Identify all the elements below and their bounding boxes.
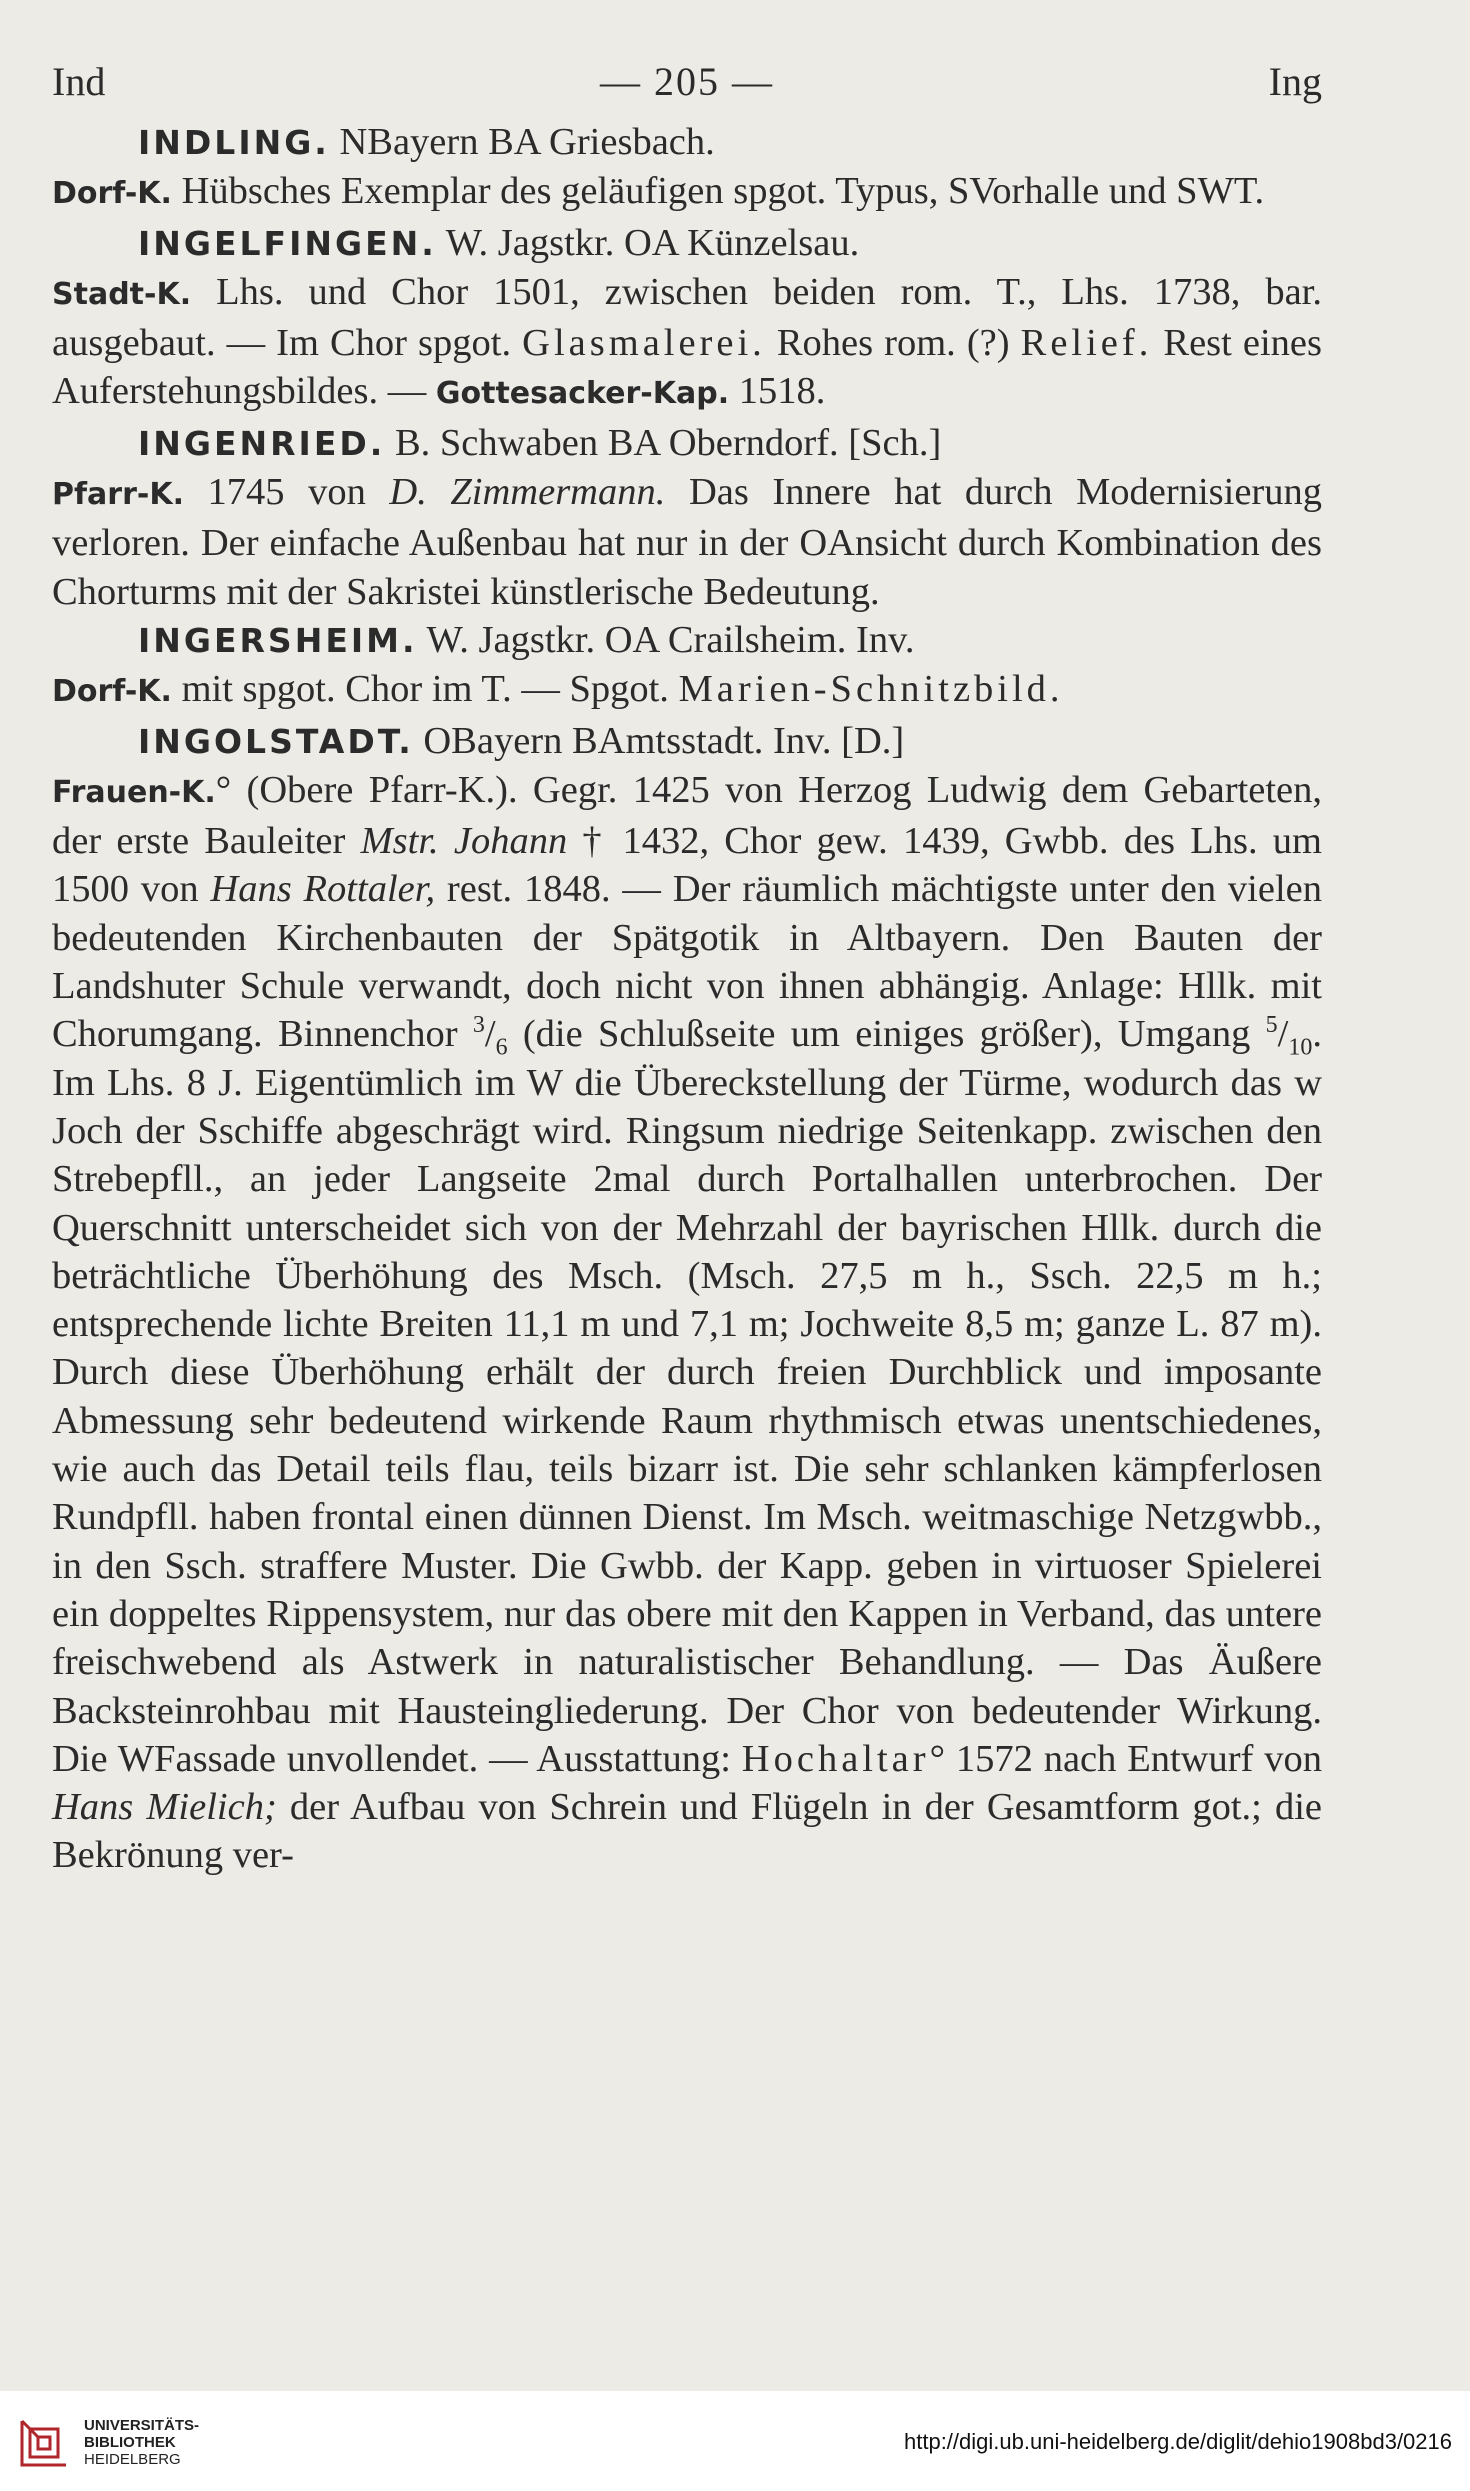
library-name: [84, 2417, 199, 2468]
running-head: [52, 52, 1322, 118]
place-region: W. Jagstkr. OA Crailsheim. Inv.: [417, 618, 915, 661]
entry-heading: [52, 419, 1322, 468]
entry-paragraph: [52, 167, 1322, 218]
spaced-term: Marien-Schnitzbild.: [678, 668, 1064, 711]
entry-paragraph: Frauen-K.° (Obere Pfarr-K.). Gegr. 1425 von Herzog Ludwig dem Gebarteten, der erste Bauleiter Mstr. Johann † 1432, Chor gew. 1439, Gwbb. des Lhs. um 1500 von Hans Rottaler, rest. 1848. — Der räumlich mächtigste unter den vielen bedeutenden Kirchenbauten der Spätgotik in Altbayern. Den Bauten der Landshuter Schule verwandt, doch nicht von ihnen abhängig. Anlage: Hllk. mit Chorumgang. Binnenchor $^3/_6$ (die Schlußseite um einiges größer), Umgang $^5/_{10}$. Im Lhs. 8 J. Eigentümlich im W die Übereckstellung der Türme, wodurch das w Joch der Sschiffe abgeschrägt wird. Ringsum niedrige Seitenkapp. zwischen den Strebepfll., an jeder Langseite 2mal durch Portalhallen unterbrochen. Der Querschnitt unterscheidet sich von der Mehrzahl der bayrischen Hllk. durch die beträchtliche Überhöhung des Msch. (Msch. 27,5 m h., Ssch. 22,5 m h.; entsprechende lichte Breiten 11,1 m und 7,1 m; Jochweite 8,5 m; ganze L. 87 m). Durch diese Überhöhung erhält der durch freien Durchblick und imposante Abmessung sehr bedeutend wirkende Raum rhythmisch etwas unentschiedenes, wie auch das Detail teils flau, teils bizarr ist. Die sehr schlanken kämpferlosen Rundpfll. haben frontal einen dünnen Dienst. Im Msch. weitmaschige Netzgwbb., in den Ssch. straffere Muster. Die Gwbb. der Kapp. geben in virtuoser Spielerei ein doppeltes Rippensystem, nur das obere mit den Kappen in Verband, das untere freischwebend als Astwerk in naturalistischer Behandlung. — Das Äußere Backsteinrohbau mit Hausteingliederung. Der Chor von bedeutender Wirkung. Die WFassade unvollendet. — Ausstattung: Hochaltar° 1572 nach Entwurf von Hans Mielich; der Aufbau von Schrein und Flügeln in der Gesamtform got.; die Bekrönung ver-: [52, 768, 1322, 1877]
place-name: INGOLSTADT.: [138, 721, 414, 761]
entry-ingelfingen: [52, 219, 1322, 419]
paragraph-text: ° 1572 nach Entwurf von: [929, 1737, 1322, 1780]
building-tag: Frauen-K.: [52, 774, 216, 810]
header-right: Ing: [1268, 59, 1322, 104]
fraction-numerator: 3: [472, 1012, 485, 1039]
entry-heading: [52, 717, 1322, 766]
page-body: [52, 52, 1322, 1880]
fraction-denominator: 10: [1288, 1035, 1313, 1062]
entry-indling: [52, 118, 1322, 219]
artist-name: D. Zimmermann.: [389, 471, 666, 514]
fraction-denominator: 6: [495, 1035, 508, 1062]
place-region: NBayern BA Griesbach.: [329, 121, 715, 163]
paragraph-text: 1518.: [729, 370, 826, 413]
place-region: W. Jagstkr. OA Künzelsau.: [436, 221, 860, 264]
place-name: INDLING.: [138, 123, 330, 162]
entry-paragraph: [52, 268, 1322, 419]
entry-ingenried: [52, 419, 1322, 616]
paragraph-text: Rohes rom. (?): [765, 322, 1021, 365]
paragraph-text: mit spgot. Chor im T. — Spgot.: [171, 668, 679, 711]
footer-bar: [0, 2391, 1470, 2491]
paragraph-text: rest. 1848. — Der räumlich mächtigste unter den vielen bedeutenden Kirchenbauten der Spätgotik in Altbayern. Den Bauten der Landshuter Schule verwandt, doch nicht von ihnen abhängig. Anlage: Hllk. mit Chorumgang. Binnenchor: [52, 868, 1322, 1056]
paragraph-text: † 1432, Chor gew. 1439, Gwbb. des Lhs. um 1500 von: [52, 820, 1322, 911]
building-tag: Gottesacker-Kap.: [435, 376, 730, 412]
library-line-3: HEIDELBERG: [84, 2451, 181, 2468]
paragraph-text: . Im Lhs. 8 J. Eigentümlich im W die Übereckstellung der Türme, wodurch das w Joch der Sschiffe abgeschrägt wird. Ringsum niedrige Seitenkapp. zwischen den Strebepfll., an jeder Langseite 2mal durch Portalhallen unterbrochen. Der Querschnitt unterscheidet sich von der Mehrzahl der bayrischen Hllk. durch die beträchtliche Überhöhung des Msch. (Msch. 27,5 m h., Ssch. 22,5 m h.; entsprechende lichte Breiten 11,1 m und 7,1 m; Jochweite 8,5 m; ganze L. 87 m). Durch diese Überhöhung erhält der durch freien Durchblick und imposante Abmessung sehr bedeutend wirkende Raum rhythmisch etwas unentschiedenes, wie auch das Detail teils flau, teils bizarr ist. Die sehr schlanken kämpferlosen Rundpfll. haben frontal einen dünnen Dienst. Im Msch. weitmaschige Netzgwbb., in den Ssch. straffere Muster. Die Gwbb. der Kapp. geben in virtuoser Spielerei ein doppeltes Rippensystem, nur das obere mit den Kappen in Verband, das untere freischwebend als Astwerk in naturalistischer Behandlung. — Das Äußere Backsteinrohbau mit Hausteingliederung. Der Chor von bedeutender Wirkung. Die WFassade unvollendet. — Ausstattung:: [52, 1013, 1322, 1780]
place-name: INGELFINGEN.: [138, 223, 437, 263]
spaced-term: Glasmalerei.: [522, 322, 766, 365]
artist-name: Hans Rottaler,: [210, 868, 436, 911]
artist-name: Hans Mielich;: [52, 1786, 277, 1829]
university-library-logo-icon: [14, 2413, 74, 2473]
header-left: Ind: [52, 59, 106, 104]
entry-heading: [52, 219, 1322, 268]
entry-heading: [52, 616, 1322, 665]
building-tag: Dorf-K.: [52, 674, 172, 710]
building-tag: Dorf-K.: [52, 176, 172, 212]
spaced-term: Relief.: [1020, 322, 1153, 365]
paragraph-text: Rest eines Auferstehungsbildes. —: [52, 322, 1323, 413]
paragraph-text: Hübsches Exemplar des geläufigen spgot. Typus, SVorhalle und SWT.: [171, 170, 1265, 213]
place-name: INGENRIED.: [138, 423, 386, 463]
place-region: OBayern BAmtsstadt. Inv. [D.]: [413, 719, 905, 762]
paragraph-text: (die Schlußseite um einiges größer), Umgang: [507, 1013, 1266, 1056]
entry-heading: [52, 118, 1322, 167]
building-tag: Stadt-K.: [52, 276, 192, 312]
page-number: — 205 —: [600, 59, 774, 104]
spaced-term: Hochaltar: [741, 1737, 930, 1780]
library-line-2: BIBLIOTHEK: [84, 2434, 176, 2451]
library-line-1: UNIVERSITÄTS-: [84, 2417, 200, 2434]
building-tag: Pfarr-K.: [52, 477, 184, 513]
paragraph-text: Das Innere hat durch Modernisierung verloren. Der einfache Außenbau hat nur in der OAnsicht durch Kombination des Chorturms mit der Sakristei künstlerische Bedeutung.: [52, 471, 1322, 613]
paragraph-text: ° (Obere Pfarr-K.). Gegr. 1425 von Herzog Ludwig dem Gebarteten, der erste Bauleiter: [52, 768, 1322, 863]
artist-name: Mstr. Johann: [360, 820, 568, 863]
source-url-link[interactable]: http://digi.ub.uni-heidelberg.de/diglit/dehio1908bd3/0216: [904, 2429, 1452, 2454]
paragraph-text: Lhs. und Chor 1501, zwischen beiden rom. T., Lhs. 1738, bar. ausgebaut. — Im Chor spgot.: [52, 270, 1322, 365]
entry-paragraph: [52, 665, 1322, 716]
entry-ingersheim: [52, 616, 1322, 717]
paragraph-text: der Aufbau von Schrein und Flügeln in der Gesamtform got.; die Bekrönung ver-: [52, 1786, 1322, 1877]
entry-paragraph: [52, 468, 1322, 616]
entry-ingolstadt: [52, 717, 1322, 1880]
paragraph-text: 1745 von: [183, 471, 390, 514]
fraction-numerator: 5: [1265, 1012, 1278, 1039]
place-region: B. Schwaben BA Oberndorf. [Sch.]: [385, 421, 942, 464]
place-name: INGERSHEIM.: [138, 620, 418, 660]
